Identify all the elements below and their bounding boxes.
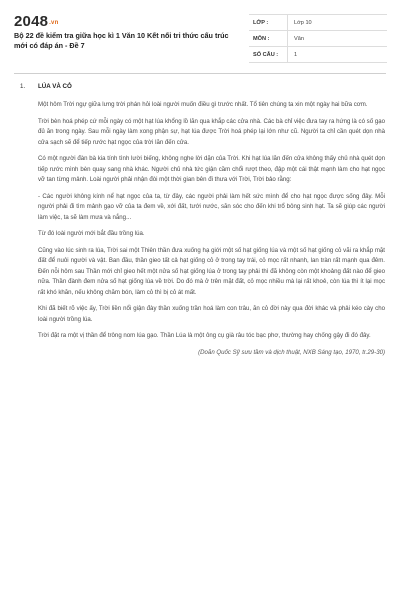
- info-row-subject: [249, 31, 387, 47]
- info-row-question-count: [249, 47, 387, 63]
- passage-paragraph: Có một người đàn bà kia tính tình lười biếng, không nghe lời dặn của Trời. Khi hạt lúa lăn đến cửa không thấy chủ nhà quét dọn tiếp rước mình bèn quay sang nhà khác. Người chủ nhà tức giận cầm chổi rượt theo, đập một cái thật mạnh làm cho hạt ngọc vỡ tan từng mảnh. Loài người phải nhận đòi một thời gian bên đi thưa với Trời, Trời bảo rằng:: [38, 155, 385, 183]
- passage-paragraph: Một hôm Trời ngự giữa lưng trời phán hỏi loài người muốn điều gì trước nhất. Tổ tiên chúng ta xin một ngày hai bữa cơm.: [38, 101, 368, 108]
- info-value: Lớp 10: [294, 19, 312, 26]
- logo-suffix: .vn: [49, 20, 59, 26]
- question-number: 1.: [20, 83, 26, 90]
- info-separator: [287, 15, 288, 30]
- passage-paragraph: Từ đó loài người mới bắt đầu trồng lúa.: [38, 230, 145, 237]
- info-value: 1: [294, 51, 298, 58]
- info-separator: [287, 47, 288, 62]
- page-header: [0, 0, 400, 70]
- passage-paragraph: Trời đặt ra một vị thần để trông nom lúa gạo. Thần Lúa là một ông cụ già râu tóc bạc phơ, thường hay chống gậy đi đó đây.: [38, 332, 371, 339]
- info-value: Văn: [294, 35, 304, 42]
- info-separator: [287, 31, 288, 46]
- passage-paragraph: Cũng vào lúc sinh ra lúa, Trời sai một Thiên thần đưa xuống hạ giới một số hạt giống lúa và một số hạt giống cỏ vãi ra khắp mặt đất để nuôi người và vật. Ban đầu, thần gieo tất cả hạt giống cỏ ở trong tay trái, cỏ mọc rất nhanh, lan tràn rất mạnh qua đêm. Đến nỗi hôm sau Thần mới chỉ gieo hết một nửa số hạt giống lúa ở trong tay phải thì đã không còn một khoảng đất nào để gieo nữa. Thần đành đem nửa số hạt giống lúa về trời. Do đó mà ở trên mặt đất, cỏ mọc nhiều mà lại rất khoẻ, còn lúa thì ít lại mọc rất khó khăn, nếu không chăm bón, làm cỏ thì bị cỏ át mất.: [38, 246, 385, 296]
- info-label: MÔN :: [253, 35, 270, 42]
- header-divider: [14, 73, 386, 74]
- passage-paragraph: Trời bèn hoá phép cứ mỗi ngày có một hạt lúa khổng lồ lăn qua khắp các cửa nhà. Các bà chỉ việc đưa tay ra hứng là có số gạo đủ ăn trong ngày. Sau mỗi ngày làm xong phận sự, hạt lúa được Trời hoá phép lại lớn như cũ. Người ta chỉ cần quét dọn nhà cửa sạch sẽ để tiếp rước hạt ngọc của trời lăn đến cửa.: [38, 117, 385, 146]
- info-label: LỚP :: [253, 19, 269, 26]
- info-row-class: [249, 14, 387, 31]
- passage-citation: (Doãn Quốc Sỹ sưu tầm và dịch thuật, NXB Sáng tạo, 1970, tr.29-30): [198, 348, 385, 356]
- exam-title: Bộ 22 đề kiểm tra giữa học kì 1 Văn 10 Kết nối tri thức cấu trúc mới có đáp án - Đề 7: [14, 31, 229, 50]
- passage-title: LÚA VÀ CỎ: [38, 83, 72, 90]
- reading-passage: [38, 100, 385, 358]
- site-logo[interactable]: [14, 13, 58, 30]
- exam-info-table: [249, 14, 387, 63]
- logo-number: 2048: [14, 13, 49, 30]
- info-label: SỐ CÂU :: [253, 51, 279, 58]
- passage-paragraph: Khi đã biết rõ việc ấy, Trời liền nổi giận đày thần xuống trần hoá làm con trâu, ăn cỏ đời này qua đời khác và phải kéo cày cho loài người trồng lúa.: [38, 305, 385, 323]
- passage-paragraph: - Các người không kính nể hạt ngọc của ta, từ đây, các người phải làm hết sức mình để cho hạt ngọc được sống đây. Mỗi người phải đi tìm mảnh gạo vỡ của ta đem về, xới đất, tưới nước, săn sóc cho đến khi trổ bông sinh hạt. Ta sẽ giúp các người làm việc, ta sẽ làm mưa và nắng...: [38, 192, 385, 221]
